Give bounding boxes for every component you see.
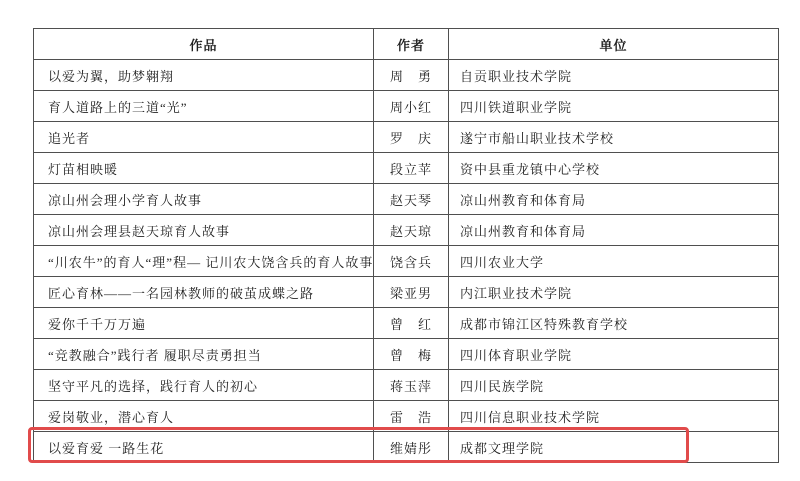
work-cell: 凉山州会理小学育人故事 [34, 184, 374, 215]
author-cell: 周小红 [374, 91, 449, 122]
unit-cell: 遂宁市船山职业技术学校 [449, 122, 779, 153]
table-header-row [34, 29, 779, 60]
author-cell: 饶含兵 [374, 246, 449, 277]
work-cell: 爱岗敬业，潜心育人 [34, 401, 374, 432]
unit-cell: 资中县重龙镇中心学校 [449, 153, 779, 184]
header-unit: 单位 [449, 29, 779, 60]
table-row [34, 246, 779, 277]
author-cell: 罗 庆 [374, 122, 449, 153]
work-cell: 育人道路上的三道“光” [34, 91, 374, 122]
unit-cell: 四川信息职业技术学院 [449, 401, 779, 432]
work-cell: 爱你千千万万遍 [34, 308, 374, 339]
unit-cell: 四川农业大学 [449, 246, 779, 277]
table-row [34, 277, 779, 308]
table-row [34, 91, 779, 122]
unit-cell: 凉山州教育和体育局 [449, 184, 779, 215]
author-cell: 赵天琼 [374, 215, 449, 246]
unit-cell: 内江职业技术学院 [449, 277, 779, 308]
author-cell: 曾 红 [374, 308, 449, 339]
author-cell: 曾 梅 [374, 339, 449, 370]
author-cell: 雷 浩 [374, 401, 449, 432]
author-cell: 周 勇 [374, 60, 449, 91]
work-cell: 凉山州会理县赵天琼育人故事 [34, 215, 374, 246]
author-cell: 赵天琴 [374, 184, 449, 215]
work-cell: 匠心育林——一名园林教师的破茧成蝶之路 [34, 277, 374, 308]
work-cell: “川农牛”的育人“理”程— 记川农大饶含兵的育人故事 [34, 246, 374, 277]
table-row [34, 153, 779, 184]
author-cell: 梁亚男 [374, 277, 449, 308]
table-row [34, 122, 779, 153]
table-row [34, 184, 779, 215]
table-row [34, 339, 779, 370]
unit-cell: 自贡职业技术学院 [449, 60, 779, 91]
table-row-highlighted [34, 432, 779, 463]
table-row [34, 308, 779, 339]
work-cell: 以爱为翼，助梦翱翔 [34, 60, 374, 91]
awards-table [33, 28, 779, 463]
work-cell: 以爱育爱 一路生花 [34, 432, 374, 463]
unit-cell: 四川体育职业学院 [449, 339, 779, 370]
table-row [34, 60, 779, 91]
header-work: 作品 [34, 29, 374, 60]
table-row [34, 401, 779, 432]
unit-cell: 四川铁道职业学院 [449, 91, 779, 122]
unit-cell: 凉山州教育和体育局 [449, 215, 779, 246]
work-cell: “竞教融合”践行者 履职尽责勇担当 [34, 339, 374, 370]
table-row [34, 215, 779, 246]
author-cell: 维婧彤 [374, 432, 449, 463]
unit-cell: 成都市锦江区特殊教育学校 [449, 308, 779, 339]
work-cell: 灯苗相映暖 [34, 153, 374, 184]
work-cell: 追光者 [34, 122, 374, 153]
unit-cell: 四川民族学院 [449, 370, 779, 401]
work-cell: 坚守平凡的选择，践行育人的初心 [34, 370, 374, 401]
header-author: 作者 [374, 29, 449, 60]
author-cell: 蒋玉萍 [374, 370, 449, 401]
table-row [34, 370, 779, 401]
author-cell: 段立苹 [374, 153, 449, 184]
unit-cell: 成都文理学院 [449, 432, 779, 463]
